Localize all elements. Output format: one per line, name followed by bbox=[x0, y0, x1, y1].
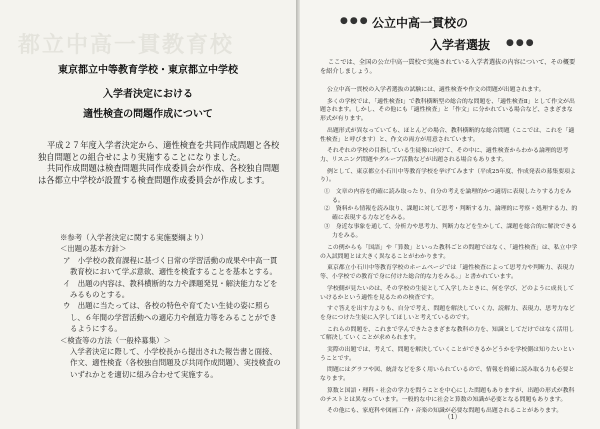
heading-admission: 入学者決定における bbox=[103, 89, 193, 100]
list-item: ウ 出題に当たっては、各校の特色や育てたい生徒の姿に照らし、６年間の学習活動への適応力や創造力等をみることができるようにする。 bbox=[63, 301, 277, 334]
list-item: イ 出題の内容は、教科横断的な力や課題発見・解決能力などをみるものとする。 bbox=[63, 278, 278, 300]
body-section-1 bbox=[320, 86, 578, 240]
paragraph: その他にも、家庭科や図画工作・音楽の知識が必要な問題も出題されることがあります。 bbox=[327, 408, 563, 415]
list-item: ② 資料から情報を読み取り、課題に対して思考・判断する力、論理的に考察・処理する力、的確に表現する力などをみる。 bbox=[324, 206, 578, 222]
ghost-text: 都立中高一貫教育校 bbox=[18, 33, 235, 58]
page-title-line1: 公立中高一貫校の bbox=[372, 16, 469, 30]
paragraph: この例からも「国語」や「算数」といった教科ごとの問題ではなく、「適性検査」は、私立中学の入試問題とは大きく異なることがわかります。 bbox=[320, 245, 578, 260]
page-title-line2: 入学者選抜 bbox=[430, 38, 491, 52]
paragraph: 例として、東京都立小石川中等教育学校を挙げてみます（平成25年度、作成発表の募集要項より）。 bbox=[320, 168, 576, 184]
paragraph: 学校側が見たいのは、その学校の生徒として入学したときに、何を学び、どのように成長していけるかという適性を見るための検査です。 bbox=[320, 285, 575, 301]
paragraph: 共同作成問題は検査問題共同作成委員会が作成、各校独自問題は各都立中学校が設置する検査問題作成委員会が作成します。 bbox=[38, 163, 280, 185]
paragraph: これらの問題を、これまで学んできたさまざまな教科の力を、知識としてだけではなく活用して解決していくことが求められます。 bbox=[320, 326, 575, 342]
decorative-dots: ●●● bbox=[340, 16, 370, 26]
method-text: 入学者決定に際して、小学校長から提出された報告書と面接、作文、適性検査（各校独自問題及び共同作成問題）、実技検査のいずれかとを適切に組み合わせて実施する。 bbox=[70, 347, 281, 379]
list-item: ① 文章の内容を的確に読み取ったり、自分の考えを論理的かつ適切に表現したりする力をみる。 bbox=[324, 189, 572, 204]
body-section-2 bbox=[320, 244, 578, 419]
main-paragraphs bbox=[38, 140, 280, 186]
page-number: （1） bbox=[444, 413, 462, 421]
decorative-dots: ●●● bbox=[506, 38, 536, 48]
paragraph: 平成２７年度入学者決定から、適性検査を共同作成問題と各校独自問題との組合せにより実施することになりました。 bbox=[38, 140, 280, 162]
paragraph: すぐ答えを出す力よりも、自分で考え、問題を解決していく力、読解力、表現力、思考力などを身につけた生徒に入学してほしいと考えているのです。 bbox=[320, 306, 575, 321]
paragraph: それぞれの学校の目指している生徒像に向けて、その中に、適性検査からわかる論理的思考力、リスニング問題やグループ活動などが出題される場合もあります。 bbox=[320, 148, 569, 163]
paragraph: 東京都立小石川中等教育学校のホームページでは「適性検査によって思考力や判断力、表現力等、小学校での教育で身に付けた総合的な力をみる。」と書かれています。 bbox=[320, 265, 575, 281]
paragraph: 出題形式が異なっていても、ほとんどの場合、教科横断的な総合問題（ここでは、これを「適性検査」と呼びます）と、作文の両方が用意されています。 bbox=[320, 127, 575, 143]
paragraph: 公立中高一貫校の入学者選抜の試験には、適性検査や作文の問題が出題されます。 bbox=[327, 87, 545, 93]
paragraph: 実際の出題では、考えて、問題を解決していくことができるかどうかを学校側は知りたいということです。 bbox=[320, 347, 575, 362]
paragraph: 算数と国語・理科・社会の学力を問うことを中心にした問題もありますが、出題の形式が教科のテストとは異なっています。一般的な中に社会と算数の知識が必要となる問題もあります。 bbox=[320, 387, 575, 403]
reference-title: ※参考（入学者決定に関する実施要綱より） bbox=[60, 233, 208, 242]
paragraph: 問題にはグラフや図、統計などを多く用いられているので、情報を的確に読み取る力も必要となります。 bbox=[320, 367, 575, 383]
list-item: ア 小学校の教育課程に基づく日常の学習活動の成果や中高一貫教育校において学ぶ意欲、適性を検査することを基本とする。 bbox=[63, 255, 278, 277]
paragraph: 多くの学校では、「適性検査Ⅰ」で教科横断型の総合的な問題を、「適性検査Ⅱ」として作文が出題されます。しかし、その他にも「適性検査」と「作文」に分かれている場合など、さまざまな形式が有ります。 bbox=[320, 98, 575, 123]
left-page bbox=[0, 0, 296, 429]
reference-section bbox=[60, 232, 282, 380]
heading-school-type: 東京都立中等教育学校・東京都立中学校 bbox=[58, 65, 238, 76]
heading-aptitude-test: 適性検査の問題作成について bbox=[83, 109, 213, 120]
intro-text: ここでは、全国の公立中高一貫校で実施されている入学者選抜の内容について、その概要を紹介しましょう。 bbox=[320, 59, 576, 76]
list-item: ③ 身近な事象を通して、分析力や思考力、判断力などを生かして、課題を総合的に解決できる力をみる。 bbox=[324, 223, 578, 239]
section-heading: ＜出題の基本方針＞ bbox=[60, 244, 127, 254]
section-heading: ＜検査等の方法（一般枠募集）＞ bbox=[60, 335, 171, 345]
